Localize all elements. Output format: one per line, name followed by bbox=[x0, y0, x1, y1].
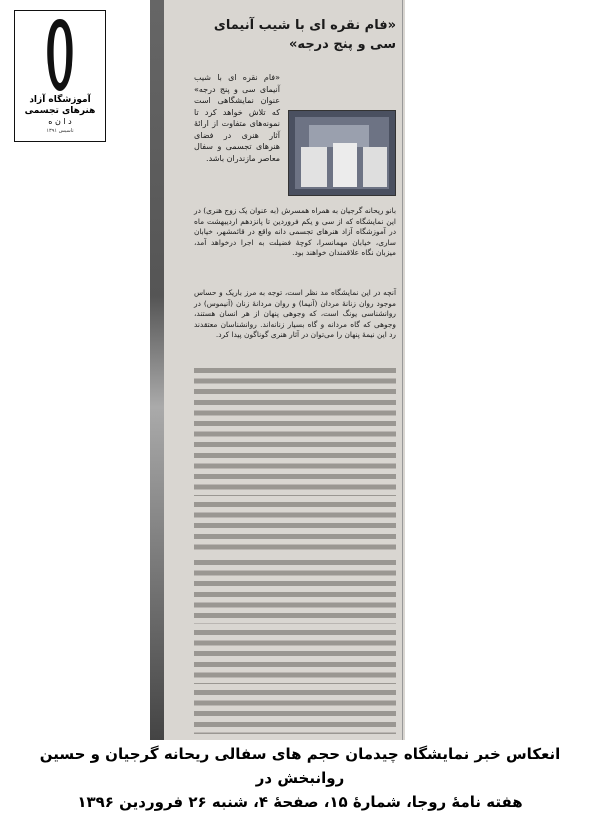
logo-emblem-icon bbox=[40, 15, 80, 95]
logo-line-2: هنرهای تجسمی bbox=[24, 106, 96, 116]
scan-edge bbox=[150, 0, 164, 740]
school-logo bbox=[14, 10, 106, 142]
article-paragraph-3 bbox=[194, 368, 396, 496]
caption-line-2: هفته نامهٔ روجا، شمارهٔ ۱۵، صفحهٔ ۴، شنبه ۲۶ فروردین ۱۳۹۶ bbox=[77, 793, 523, 811]
photo-panel-1 bbox=[301, 147, 327, 187]
article-paragraph-7 bbox=[194, 690, 396, 734]
photo-panel-3 bbox=[363, 147, 387, 187]
newspaper-column bbox=[164, 0, 405, 740]
article-paragraph-6 bbox=[194, 630, 396, 684]
column-rule bbox=[402, 0, 403, 740]
logo-line-4: تاسیس ۱۳۹۱ bbox=[46, 128, 74, 134]
article-paragraph-1: بانو ریحانه گرجیان به همراه همسرش (به عنوان یک زوج هنری) در این نمایشگاه که از سی و یکم فروردین تا پانزدهم اردیبهشت ماه در آموزشگاه آزاد هنرهای تجسمی دانه واقع در قائمشهر، خیابان ساری، خیابان مهمانسرا، کوچهٔ فضیلت به اجرا درخواهد آمد، میزبان نگاه علاقمندان خواهند بود. bbox=[194, 206, 396, 258]
logo-line-3: د ا ن ه bbox=[48, 117, 72, 126]
article-intro: «فام نقره ای با شیب آنیمای سی و پنج درجه» عنوان نمایشگاهی است که تلاش خواهد کرد تا نمونه‌های متفاوت از ارائهٔ آثار هنری در فضای هنرهای تجسمی و سفال معاصر مازندران باشد. bbox=[194, 73, 280, 163]
caption-line-1: انعکاس خبر نمایشگاه چیدمان حجم های سفالی ریحانه گرجیان و حسین روانبخش در bbox=[39, 745, 561, 787]
article-paragraph-5 bbox=[194, 560, 396, 624]
article-paragraph-2: آنچه در این نمایشگاه مد نظر است، توجه به مرز باریک و حساس موجود روان زنانهٔ مردان (آنیما) و روان مردانهٔ زنان (آنیموس) در روانشناسی یونگ است، که وجوهی پنهان از هر انسان هستند، وجوهی که گاه مردانه و گاه بسیار زنانه‌اند. روانشناسان معتقدند رد این نیمهٔ پنهان را می‌توان در آثار هنری گوناگون پیدا کرد. bbox=[194, 288, 396, 340]
photo-panel-2 bbox=[333, 143, 357, 187]
newspaper-scan bbox=[150, 0, 405, 740]
logo-line-1: آموزشگاه آزاد bbox=[29, 95, 91, 105]
image-caption bbox=[10, 742, 590, 814]
article-headline: «فام نقره ای با شیب آنیمای سی و پنج درجه» bbox=[213, 18, 396, 52]
article-paragraph-4 bbox=[194, 502, 396, 554]
article-photo bbox=[288, 110, 396, 196]
